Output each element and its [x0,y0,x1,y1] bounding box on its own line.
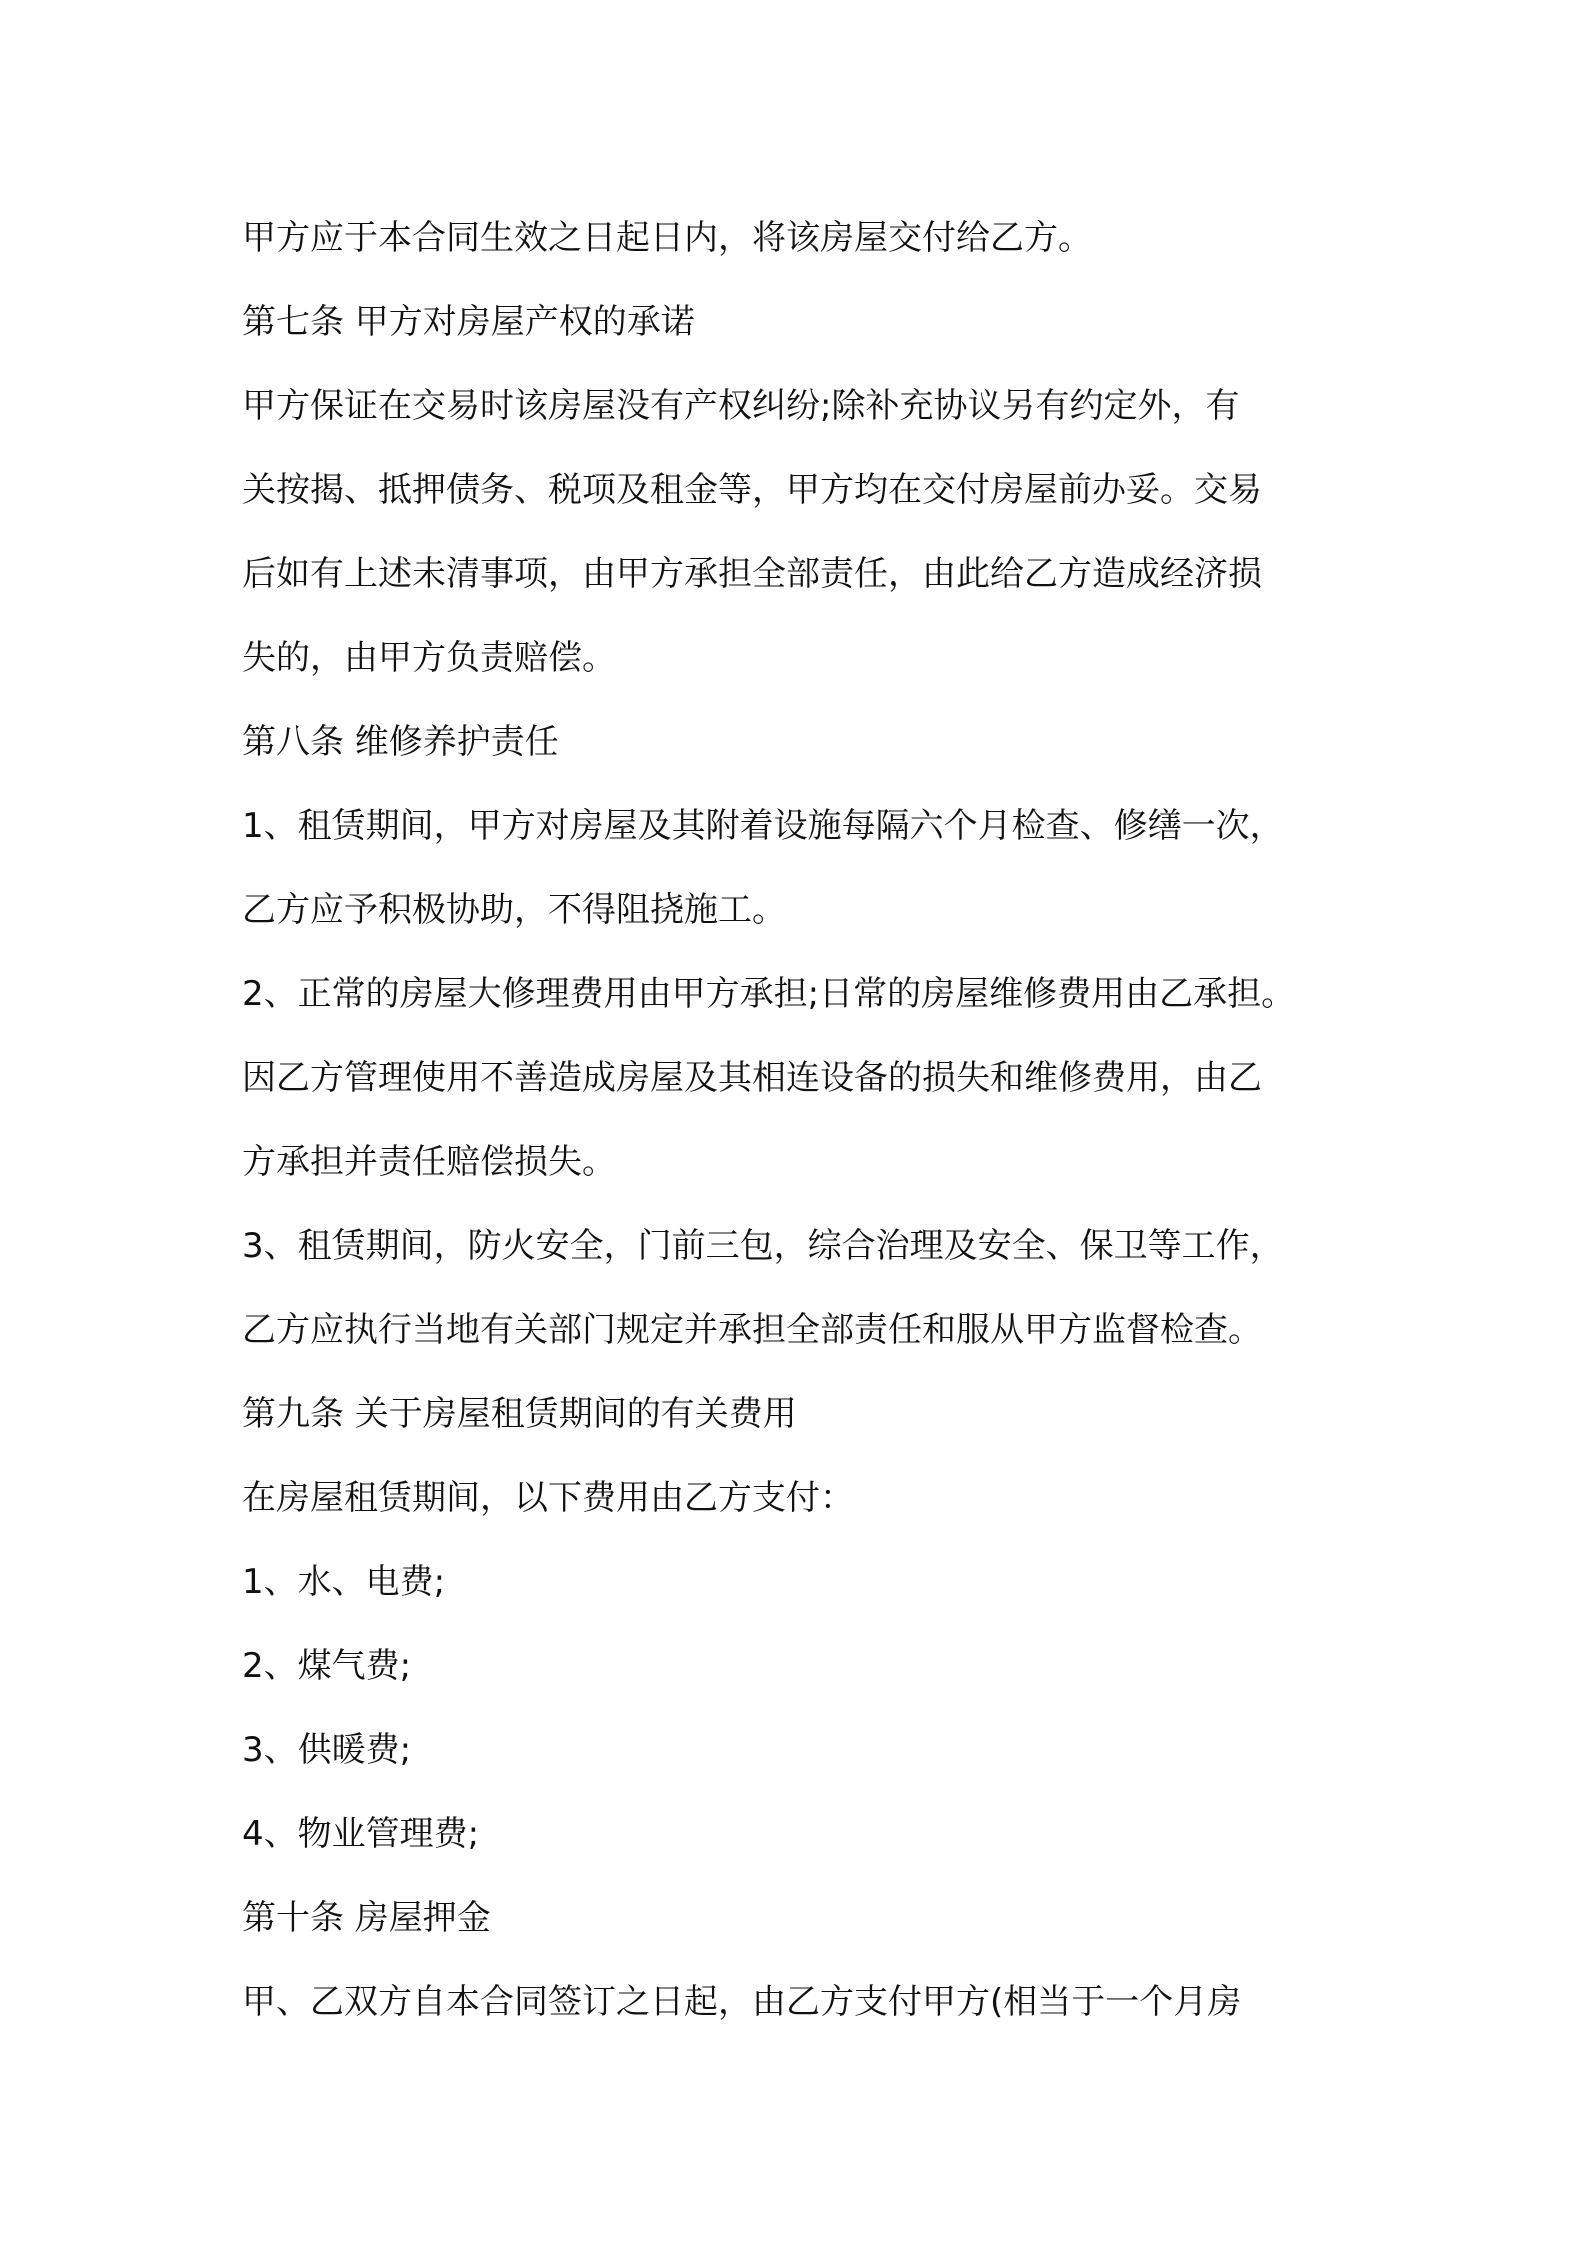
paragraph-line: 因乙方管理使用不善造成房屋及其相连设备的损失和维修费用，由乙 [242,1058,1262,1098]
paragraph-line: 方承担并责任赔偿损失。 [242,1142,616,1182]
list-item: 4、物业管理费; [242,1814,480,1854]
paragraph-line: 在房屋租赁期间，以下费用由乙方支付： [242,1478,854,1518]
paragraph-line: 甲方保证在交易时该房屋没有产权纠纷;除补充协议另有约定外，有 [242,386,1240,426]
article-heading: 第十条 房屋押金 [242,1898,491,1938]
paragraph-line: 乙方应予积极协助，不得阻挠施工。 [242,890,786,930]
article-heading: 第九条 关于房屋租赁期间的有关费用 [242,1394,797,1434]
list-item: 2、煤气费; [242,1646,412,1686]
paragraph-line: 甲方应于本合同生效之日起日内，将该房屋交付给乙方。 [242,218,1092,258]
paragraph-line: 3、租赁期间，防火安全，门前三包，综合治理及安全、保卫等工作， [242,1226,1284,1266]
article-heading: 第七条 甲方对房屋产权的承诺 [242,302,695,342]
document-body [242,196,1392,2044]
paragraph-line: 1、租赁期间，甲方对房屋及其附着设施每隔六个月检查、修缮一次， [242,806,1284,846]
list-item: 3、供暖费; [242,1730,412,1770]
paragraph-line: 乙方应执行当地有关部门规定并承担全部责任和服从甲方监督检查。 [242,1310,1262,1350]
list-item: 1、水、电费; [242,1562,446,1602]
paragraph-line: 后如有上述未清事项，由甲方承担全部责任，由此给乙方造成经济损 [242,554,1262,594]
paragraph-line: 失的，由甲方负责赔偿。 [242,638,616,678]
paragraph-line: 关按揭、抵押债务、税项及租金等，甲方均在交付房屋前办妥。交易 [242,470,1262,510]
paragraph-line: 甲、乙双方自本合同签订之日起，由乙方支付甲方(相当于一个月房 [242,1982,1242,2022]
article-heading: 第八条 维修养护责任 [242,722,559,762]
paragraph-line: 2、正常的房屋大修理费用由甲方承担;日常的房屋维修费用由乙承担。 [242,974,1296,1014]
